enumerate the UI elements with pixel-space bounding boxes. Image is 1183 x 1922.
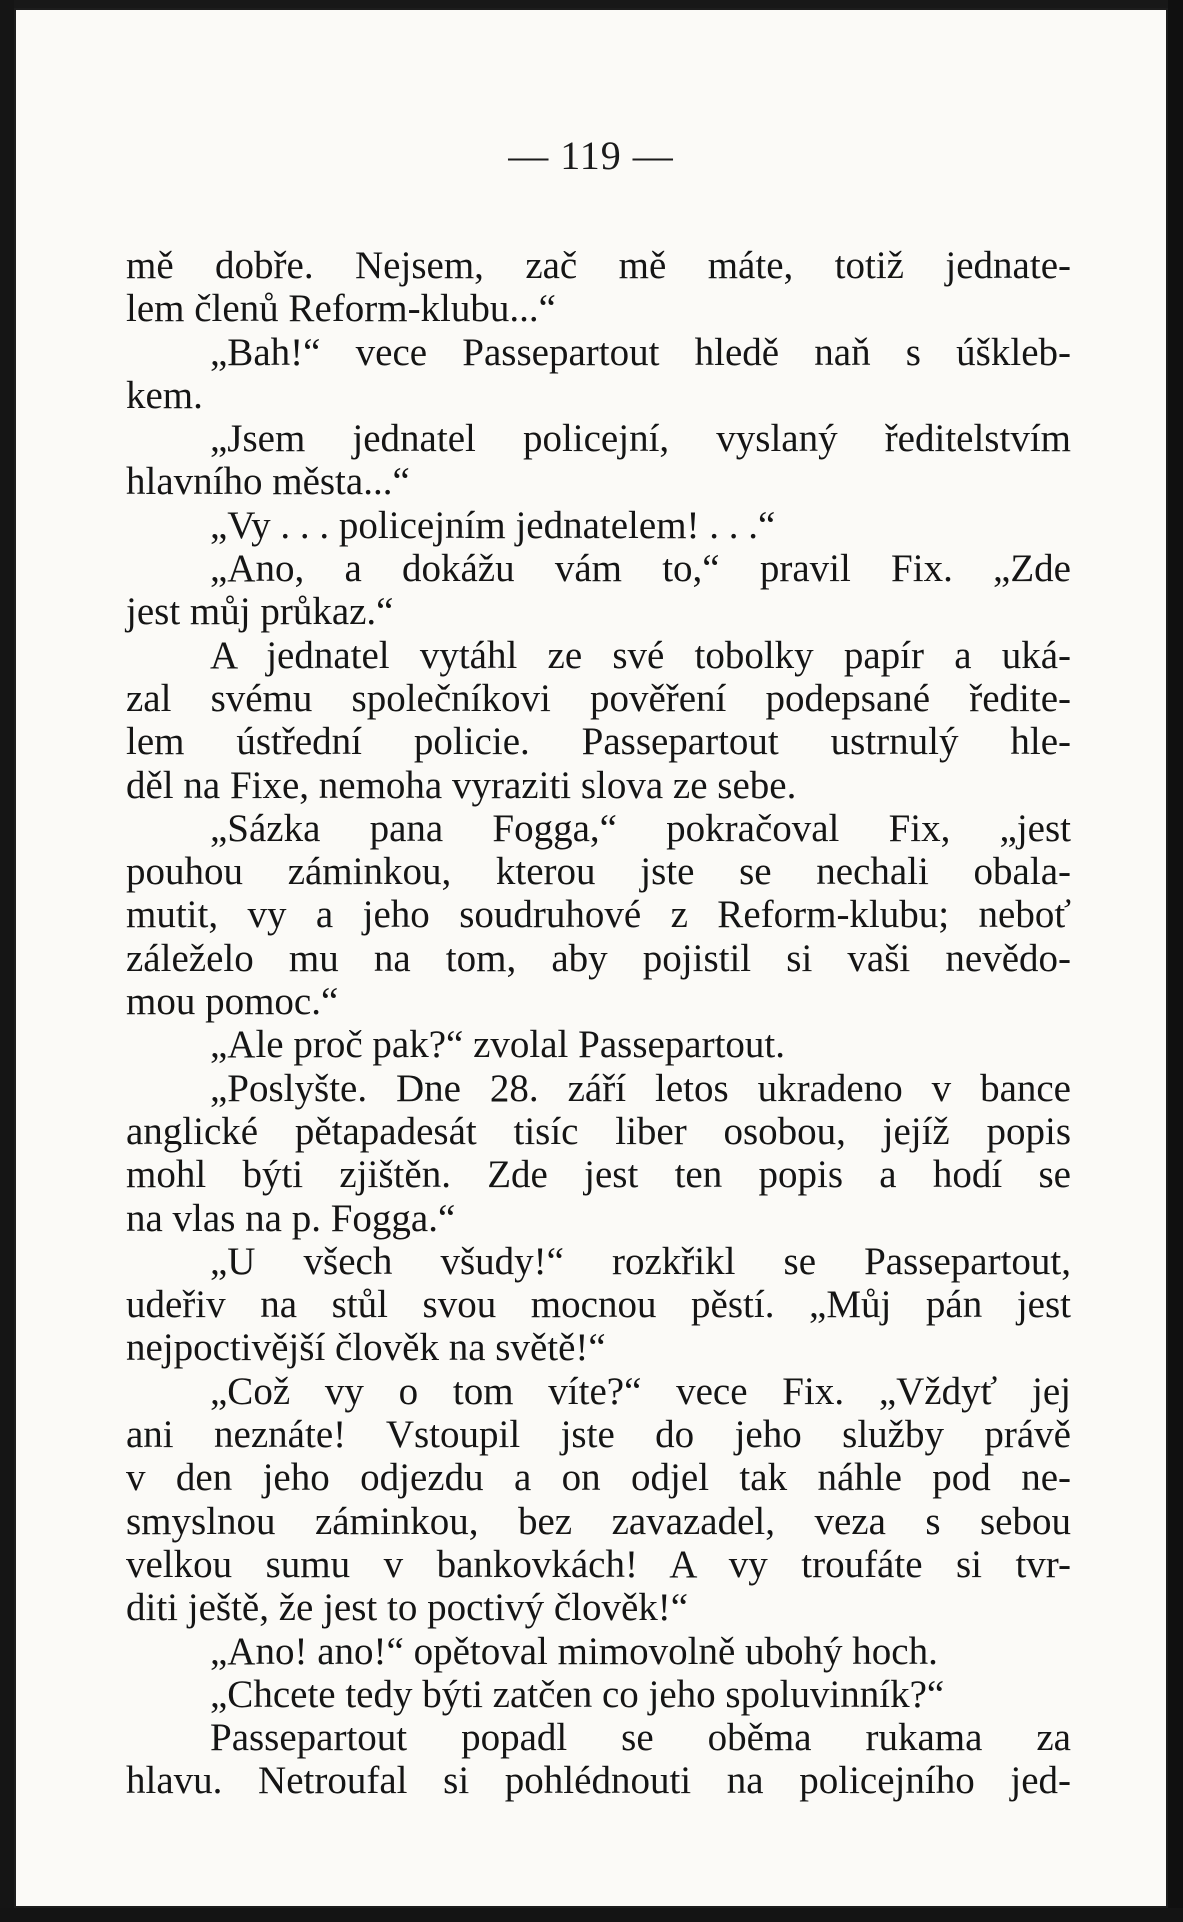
text-line: záleželo mu na tom, aby pojistil si vaši nevědo- xyxy=(126,936,1071,980)
text-line: „Bah!“ vece Passepartout hledě naň s úšklеb- xyxy=(210,330,1071,374)
page-text xyxy=(126,244,1071,1803)
text-line: Passepartout popadl se oběma rukama za xyxy=(210,1716,1071,1760)
text-line: mutit, vy a jeho soudruhové z Reform-klubu; neboť xyxy=(126,893,1071,937)
text-line: ani neznáte! Vstoupil jste do jeho služby právě xyxy=(126,1413,1071,1457)
text-line: „Poslyšte. Dne 28. září letos ukradeno v bance xyxy=(210,1066,1071,1110)
page-number: — 119 — xyxy=(508,133,674,178)
text-line: „Vy . . . policejním jednatelem! . . .“ xyxy=(210,503,776,547)
text-line: hlavu. Netroufal si pohlédnouti na policejního jed- xyxy=(126,1759,1071,1803)
text-line: „Ano! ano!“ opětoval mimovolně ubohý hoch. xyxy=(210,1629,938,1673)
text-line: „Což vy o tom víte?“ vece Fix. „Vždyť jej xyxy=(210,1369,1071,1413)
text-line: hlavního města...“ xyxy=(126,460,410,504)
text-line: smyslnou záminkou, bez zavazadel, veza s sebou xyxy=(126,1499,1071,1543)
text-line: v den jeho odjezdu a on odjel tak náhle pod ne- xyxy=(126,1456,1071,1500)
text-line: anglické pětapadesát tisíc liber osobou, jejíž popis xyxy=(126,1109,1071,1153)
text-line: pouhou záminkou, kterou jste se nechali obala- xyxy=(126,850,1071,894)
text-line: „Ale proč pak?“ zvolal Passepartout. xyxy=(210,1023,786,1067)
scan-border-left xyxy=(0,0,14,1922)
text-line: diti ještě, že jest to poctivý člověk!“ xyxy=(126,1586,689,1630)
text-line: kem. xyxy=(126,373,203,417)
text-line: mohl býti zjištěn. Zde jest ten popis a hodí se xyxy=(126,1153,1071,1197)
text-line: lem členů Reform-klubu...“ xyxy=(126,287,556,331)
text-line: „Jsem jednatel policejní, vyslaný ředitelstvím xyxy=(210,417,1071,461)
text-line: zal svému společníkovi pověření podepsané ředite- xyxy=(126,676,1071,720)
scan-border-top xyxy=(0,0,1183,8)
text-line: mě dobře. Nejsem, zač mě máte, totiž jednate- xyxy=(126,244,1071,287)
text-line: na vlas na p. Fogga.“ xyxy=(126,1196,456,1240)
scan-border-right xyxy=(1168,0,1183,1922)
text-line: „Ano, a dokážu vám to,“ pravil Fix. „Zde xyxy=(210,547,1071,591)
text-line: udeřiv na stůl svou mocnou pěstí. „Můj pán jest xyxy=(126,1283,1071,1327)
text-line: děl na Fixe, nemoha vyraziti slova ze sebe. xyxy=(126,763,797,807)
text-line: nejpoctivější člověk na světě!“ xyxy=(126,1326,606,1370)
text-line: „Chcete tedy býti zatčen co jeho spoluvinník?“ xyxy=(210,1672,945,1716)
scan-border-bottom xyxy=(0,1908,1183,1922)
book-page xyxy=(14,8,1168,1908)
text-line: A jednatel vytáhl ze své tobolky papír a uká- xyxy=(210,633,1071,677)
text-line: velkou sumu v bankovkách! A vy troufáte si tvr- xyxy=(126,1542,1071,1586)
text-line: „U všech všudy!“ rozkřikl se Passepartout, xyxy=(210,1239,1071,1283)
text-line: „Sázka pana Fogga,“ pokračoval Fix, „jest xyxy=(210,806,1071,850)
text-line: lem ústřední policie. Passepartout ustrnulý hle- xyxy=(126,720,1071,764)
text-line: jest můj průkaz.“ xyxy=(126,590,394,634)
text-line: mou pomoc.“ xyxy=(126,980,339,1024)
